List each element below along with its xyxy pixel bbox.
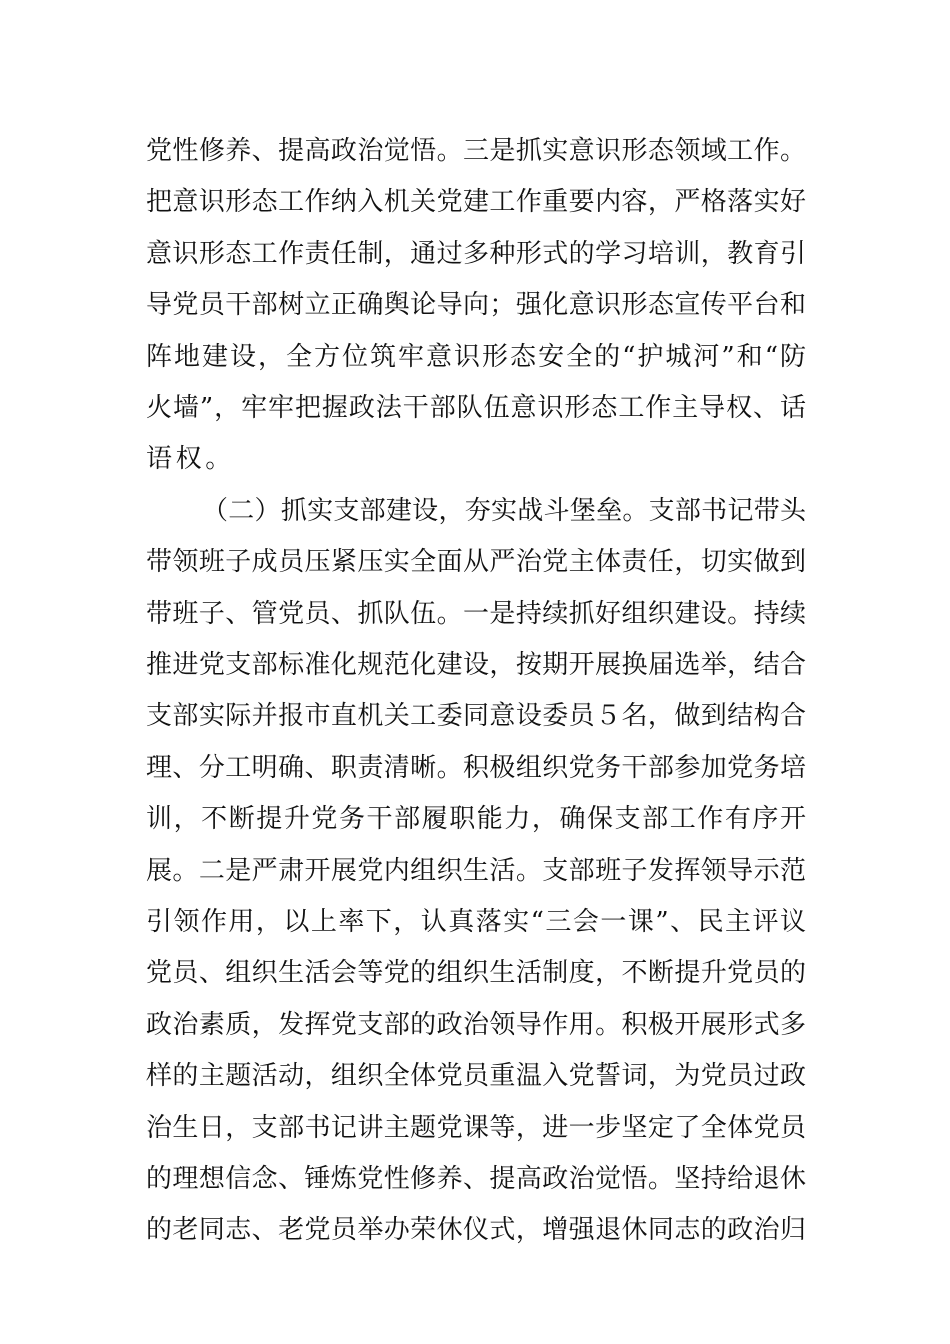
text-line: 训，不断提升党务干部履职能力，确保支部工作有序开: [146, 804, 806, 834]
text-line: 带领班子成员压紧压实全面从严治党主体责任，切实做到: [146, 547, 806, 577]
text-line: 展。二是严肃开展党内组织生活。支部班子发挥领导示范: [146, 856, 806, 886]
section-heading-line: （二）抓实支部建设，夯实战斗堡垒。支部书记带头: [202, 496, 806, 526]
text-line: 政治素质，发挥党支部的政治领导作用。积极开展形式多: [146, 1010, 806, 1040]
text-line: 样的主题活动，组织全体党员重温入党誓词，为党员过政: [146, 1061, 806, 1091]
text-line: 理、分工明确、职责清晰。积极组织党务干部参加党务培: [146, 753, 806, 783]
text-line: 推进党支部标准化规范化建设，按期开展换届选举，结合: [146, 650, 806, 680]
text-line: 带班子、管党员、抓队伍。一是持续抓好组织建设。持续: [146, 599, 806, 629]
text-line: 意识形态工作责任制，通过多种形式的学习培训，教育引: [146, 239, 806, 269]
text-line: 党员、组织生活会等党的组织生活制度，不断提升党员的: [146, 958, 806, 988]
text-line: 治生日，支部书记讲主题党课等，进一步坚定了全体党员: [146, 1113, 806, 1143]
text-line: 阵地建设，全方位筑牢意识形态安全的“护城河”和“防: [146, 342, 806, 372]
text-line: 语权。: [146, 444, 235, 474]
text-line: 的理想信念、锤炼党性修养、提高政治觉悟。坚持给退休: [146, 1164, 806, 1194]
text-line: 党性修养、提高政治觉悟。三是抓实意识形态领域工作。: [146, 136, 806, 166]
text-line: 引领作用，以上率下，认真落实“三会一课”、民主评议: [146, 907, 806, 937]
text-line: 火墙”，牢牢把握政法干部队伍意识形态工作主导权、话: [146, 393, 806, 423]
text-line: 支部实际并报市直机关工委同意设委员５名，做到结构合: [146, 701, 806, 731]
text-line: 把意识形态工作纳入机关党建工作重要内容，严格落实好: [146, 187, 806, 217]
text-line: 的老同志、老党员举办荣休仪式，增强退休同志的政治归: [146, 1215, 806, 1245]
text-line: 导党员干部树立正确舆论导向；强化意识形态宣传平台和: [146, 290, 806, 320]
